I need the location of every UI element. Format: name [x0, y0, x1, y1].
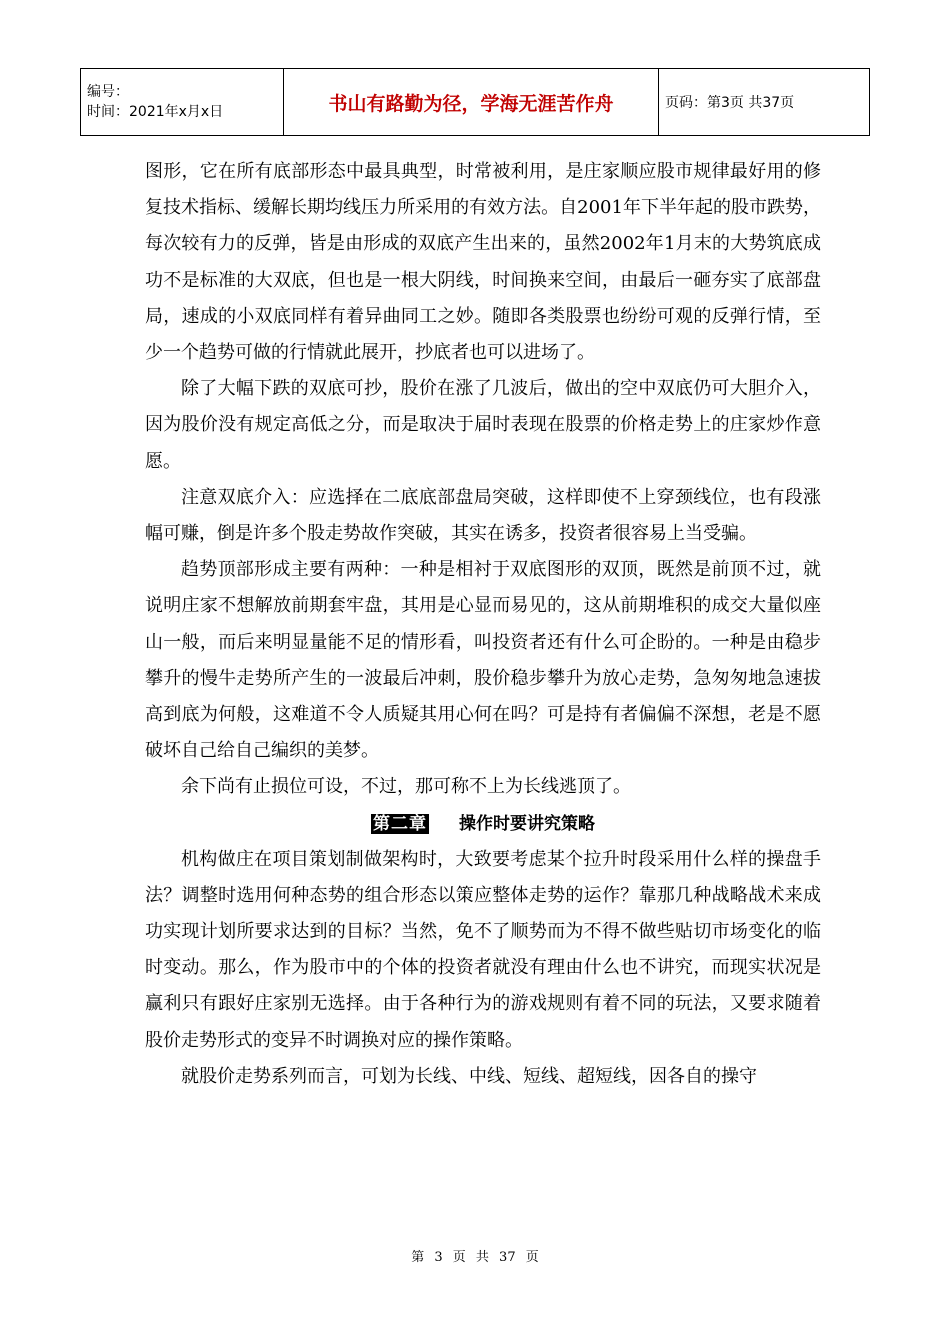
paragraph: 趋势顶部形成主要有两种：一种是相衬于双底图形的双顶，既然是前顶不过，就说明庄家不想解放前期套牢盘，其用是心显而易见的，这从前期堆积的成交大量似座山一般，而后来明显量能不足的情形看，叫投资者还有什么可企盼的。一种是由稳步攀升的慢牛走势所产生的一波最后冲刺，股价稳步攀升为放心走势，急匆匆地急速拔高到底为何般，这难道不令人质疑其用心何在吗？可是持有者偏偏不深想，老是不愿破坏自己给自己编织的美梦。: [145, 559, 821, 762]
paragraph: 注意双底介入：应选择在二底底部盘局突破，这样即使不上穿颈线位，也有段涨幅可赚，倒是许多个股走势故作突破，其实在诱多，投资者很容易上当受骗。: [145, 486, 821, 545]
paragraph: 图形，它在所有底部形态中最具典型，时常被利用，是庄家顺应股市规律最好用的修复技术指标、缓解长期均线压力所采用的有效方法。自2001年下半年起的股市跌势，每次较有力的反弹，皆是由形成的双底产生出来的，虽然2002年1月末的大势筑底成功不是标准的大双底，但也是一根大阴线，时间换来空间，由最后一砸夯实了底部盘局，速成的小双底同样有着异曲同工之妙。随即各类股票也纷纷可观的反弹行情，至少一个趋势可做的行情就此展开，抄底者也可以进场了。: [145, 161, 821, 364]
header-motto: 书山有路勤为径，学海无涯苦作舟: [284, 69, 659, 136]
header-meta-cell: [81, 69, 284, 136]
header-page-info: 页码：第3页 共37页: [659, 69, 870, 136]
paragraph: 就股价走势系列而言，可划为长线、中线、短线、超短线，因各自的操守: [181, 1065, 757, 1087]
document-body: [145, 154, 821, 1095]
chapter-label: 第二章: [373, 813, 427, 834]
document-date-label: 时间：2021年x月x日: [87, 104, 224, 120]
paragraph: 机构做庄在项目策划制做架构时，大致要考虑某个拉升时段采用什么样的操盘手法？调整时选用何种态势的组合形态以策应整体走势的运作？靠那几种战略战术来成功实现计划所要求达到的目标？当然，免不了顺势而为不得不做些贴切市场变化的临时变动。那么，作为股市中的个体的投资者就没有理由什么也不讲究，而现实状况是赢利只有跟好庄家别无选择。由于各种行为的游戏规则有着不同的玩法，又要求随着股价走势形式的变异不时调换对应的操作策略。: [145, 848, 821, 1051]
page-footer: 第 3 页 共 37 页: [411, 1250, 539, 1265]
section-title: 操作时要讲究策略: [459, 813, 595, 834]
document-header: [80, 68, 870, 136]
section-heading: [145, 806, 821, 842]
paragraph: 除了大幅下跌的双底可抄，股价在涨了几波后，做出的空中双底仍可大胆介入，因为股价没有规定高低之分，而是取决于届时表现在股票的价格走势上的庄家炒作意愿。: [145, 378, 821, 472]
paragraph: 余下尚有止损位可设，不过，那可称不上为长线逃顶了。: [181, 776, 631, 798]
document-number-label: 编号：: [87, 84, 129, 100]
